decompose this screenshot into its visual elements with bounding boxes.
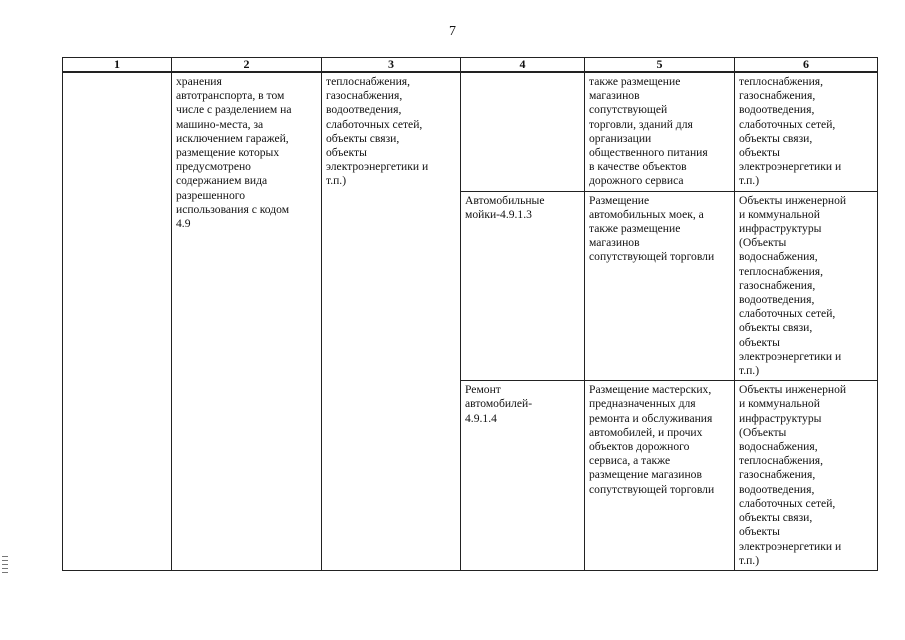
column-header-1: 1 (63, 58, 172, 73)
cell-conditional-objects: Объекты инженерной и коммунальной инфраструктуры (Объекты водоснабжения, теплоснабжения, газоснабжения, водоотведения, слаботочных сетей, объекты связи, объекты электроэнергетики и т.п.) (735, 381, 878, 571)
cell-conditional-objects: теплоснабжения, газоснабжения, водоотведения, слаботочных сетей, объекты связи, объекты электроэнергетики и т.п.) (735, 72, 878, 191)
cell-auxiliary-objects: теплоснабжения, газоснабжения, водоотведения, слаботочных сетей, объекты связи, объекты электроэнергетики и т.п.) (322, 72, 461, 570)
cell-conditional-description: Размещение автомобильных моек, а также размещение магазинов сопутствующей торговли (585, 191, 735, 381)
cell-description: хранения автотранспорта, в том числе с разделением на машино-места, за исключением гаражей, размещение которых предусмотрено содержанием вида разрешенного использования с кодом 4.9 (172, 72, 322, 570)
page-number: 7 (449, 24, 456, 39)
cell-conditional-description: Размещение мастерских, предназначенных для ремонта и обслуживания автомобилей, и прочих объектов дорожного сервиса, а также размещение магазинов сопутствующей торговли (585, 381, 735, 571)
table-row (63, 72, 878, 191)
cell-conditional-use: Ремонт автомобилей- 4.9.1.4 (461, 381, 585, 571)
cell-conditional-description: также размещение магазинов сопутствующей торговли, зданий для организации общественного питания в качестве объектов дорожного сервиса (585, 72, 735, 191)
column-header-3: 3 (322, 58, 461, 73)
land-use-table (62, 57, 878, 571)
column-header-2: 2 (172, 58, 322, 73)
cell-conditional-use: Автомобильные мойки-4.9.1.3 (461, 191, 585, 381)
column-header-6: 6 (735, 58, 878, 73)
header-row (63, 58, 878, 73)
column-header-4: 4 (461, 58, 585, 73)
scan-mark (2, 556, 8, 580)
cell-code (63, 72, 172, 570)
cell-conditional-use (461, 72, 585, 191)
column-header-5: 5 (585, 58, 735, 73)
cell-conditional-objects: Объекты инженерной и коммунальной инфраструктуры (Объекты водоснабжения, теплоснабжения, газоснабжения, водоотведения, слаботочных сетей, объекты связи, объекты электроэнергетики и т.п.) (735, 191, 878, 381)
